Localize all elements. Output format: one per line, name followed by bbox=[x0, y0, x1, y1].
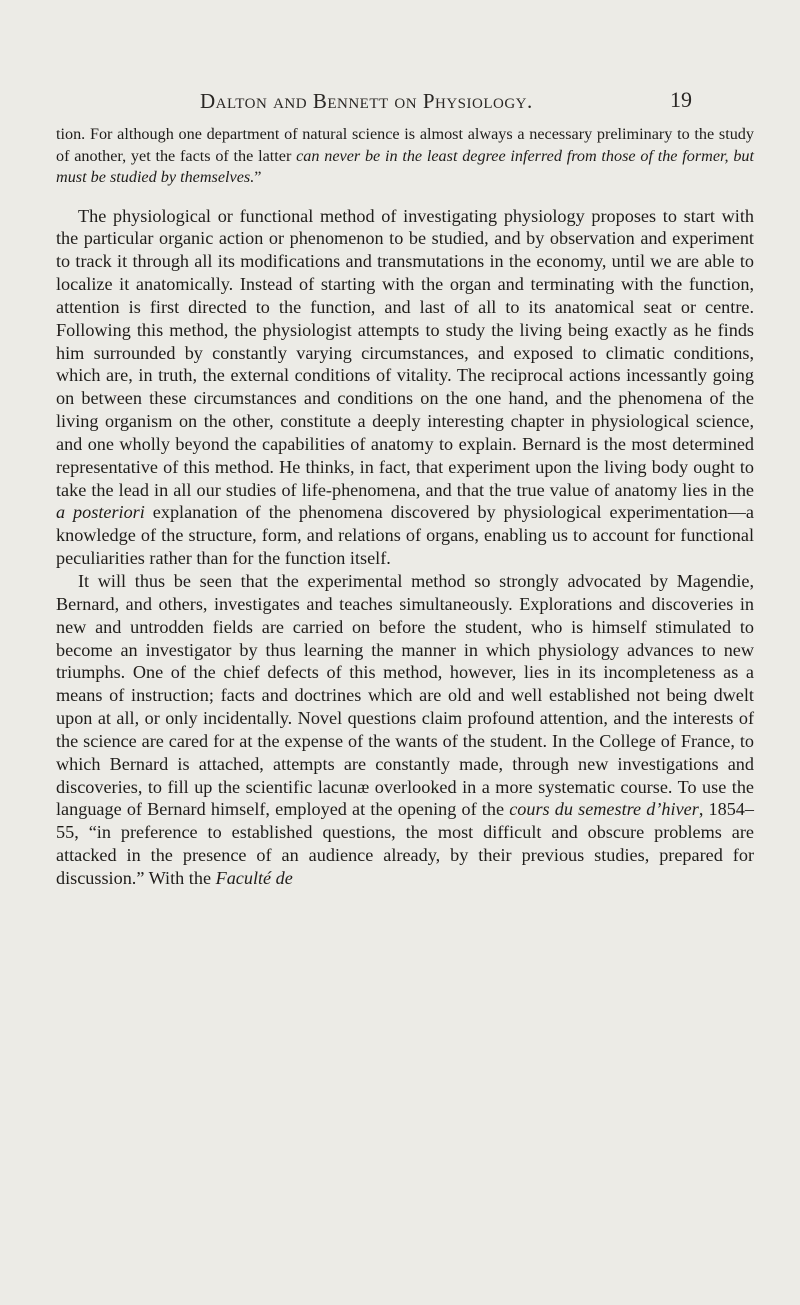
quote-italic: can never be in the least degree inferred from those of the former, but must be studied by themselves. bbox=[56, 146, 755, 186]
paragraph-text: explanation of the phenomena discovered by physiological experimentation—a knowledge of the structure, form, and relations of organs, enabling us to account for functional peculiarities rather than for the function itself. bbox=[56, 502, 754, 569]
page-number: 19 bbox=[670, 87, 692, 112]
body-text bbox=[56, 124, 754, 890]
running-header: Dalton and Bennett on Physiology. bbox=[200, 89, 533, 113]
paragraph-quote-end bbox=[56, 124, 754, 189]
paragraph-text: , 1854–55, “in preference to established questions, the most difficult and obscure problems are attacked in the presence of an audience already, by their previous studies, prepared for discussion.” With the bbox=[56, 799, 754, 888]
paragraph-physiological-method bbox=[56, 205, 754, 571]
paragraph-experimental-method bbox=[56, 570, 754, 890]
paragraph-text: It will thus be seen that the experimental method so strongly advocated by Magendie, Bernard, and others, investigates and teaches simultaneously. Explorations and discoveries in new and untrodden fields are carried on before the student, who is himself stimulated to become an investigator by thus learning the manner in which physiology advances to new triumphs. One of the chief defects of this method, however, lies in its incompleteness as a means of instruction; facts and doctrines which are old and well established not being dwelt upon at all, or only incidentally. Novel questions claim profound attention, and the interests of the science are cared for at the expense of the wants of the student. In the College of France, to which Bernard is attached, attempts are constantly made, through new investigations and discoveries, to fill up the scientific lacunæ overlooked in a more systematic course. To use the language of Bernard himself, employed at the opening of the bbox=[56, 571, 754, 820]
paragraph-text: The physiological or functional method of investigating physiology proposes to start with the particular organic action or phenomenon to be studied, and by observation and experiment to track it through all its modifications and transmutations in the economy, until we are able to localize it anatomically. Instead of starting with the organ and terminating with the function, attention is first directed to the function, and last of all to its anatomical seat or centre. Following this method, the physiologist attempts to study the living being exactly as he finds him surrounded by constantly varying circumstances, and exposed to climatic conditions, which are, in truth, the external conditions of vitality. The reciprocal actions incessantly going on between these circumstances and conditions on the one hand, and the phenomena of the living organism on the other, constitute a deeply interesting chapter in physiological science, and one wholly beyond the capabilities of anatomy to explain. Bernard is the most determined representative of this method. He thinks, in fact, that experiment upon the living body ought to take the lead in all our studies of life-phenomena, and that the true value of anatomy lies in the bbox=[56, 205, 754, 500]
paragraph-italic: a posteriori bbox=[56, 502, 145, 523]
paragraph-italic: cours du semestre d’hiver bbox=[509, 799, 699, 820]
quote-close: ” bbox=[254, 168, 262, 186]
quote-text: tion. For although one department of natural science is almost always a necessary preliminary to the study of another, yet the facts of the latter bbox=[56, 125, 754, 165]
paragraph-italic: Faculté de bbox=[215, 867, 293, 888]
